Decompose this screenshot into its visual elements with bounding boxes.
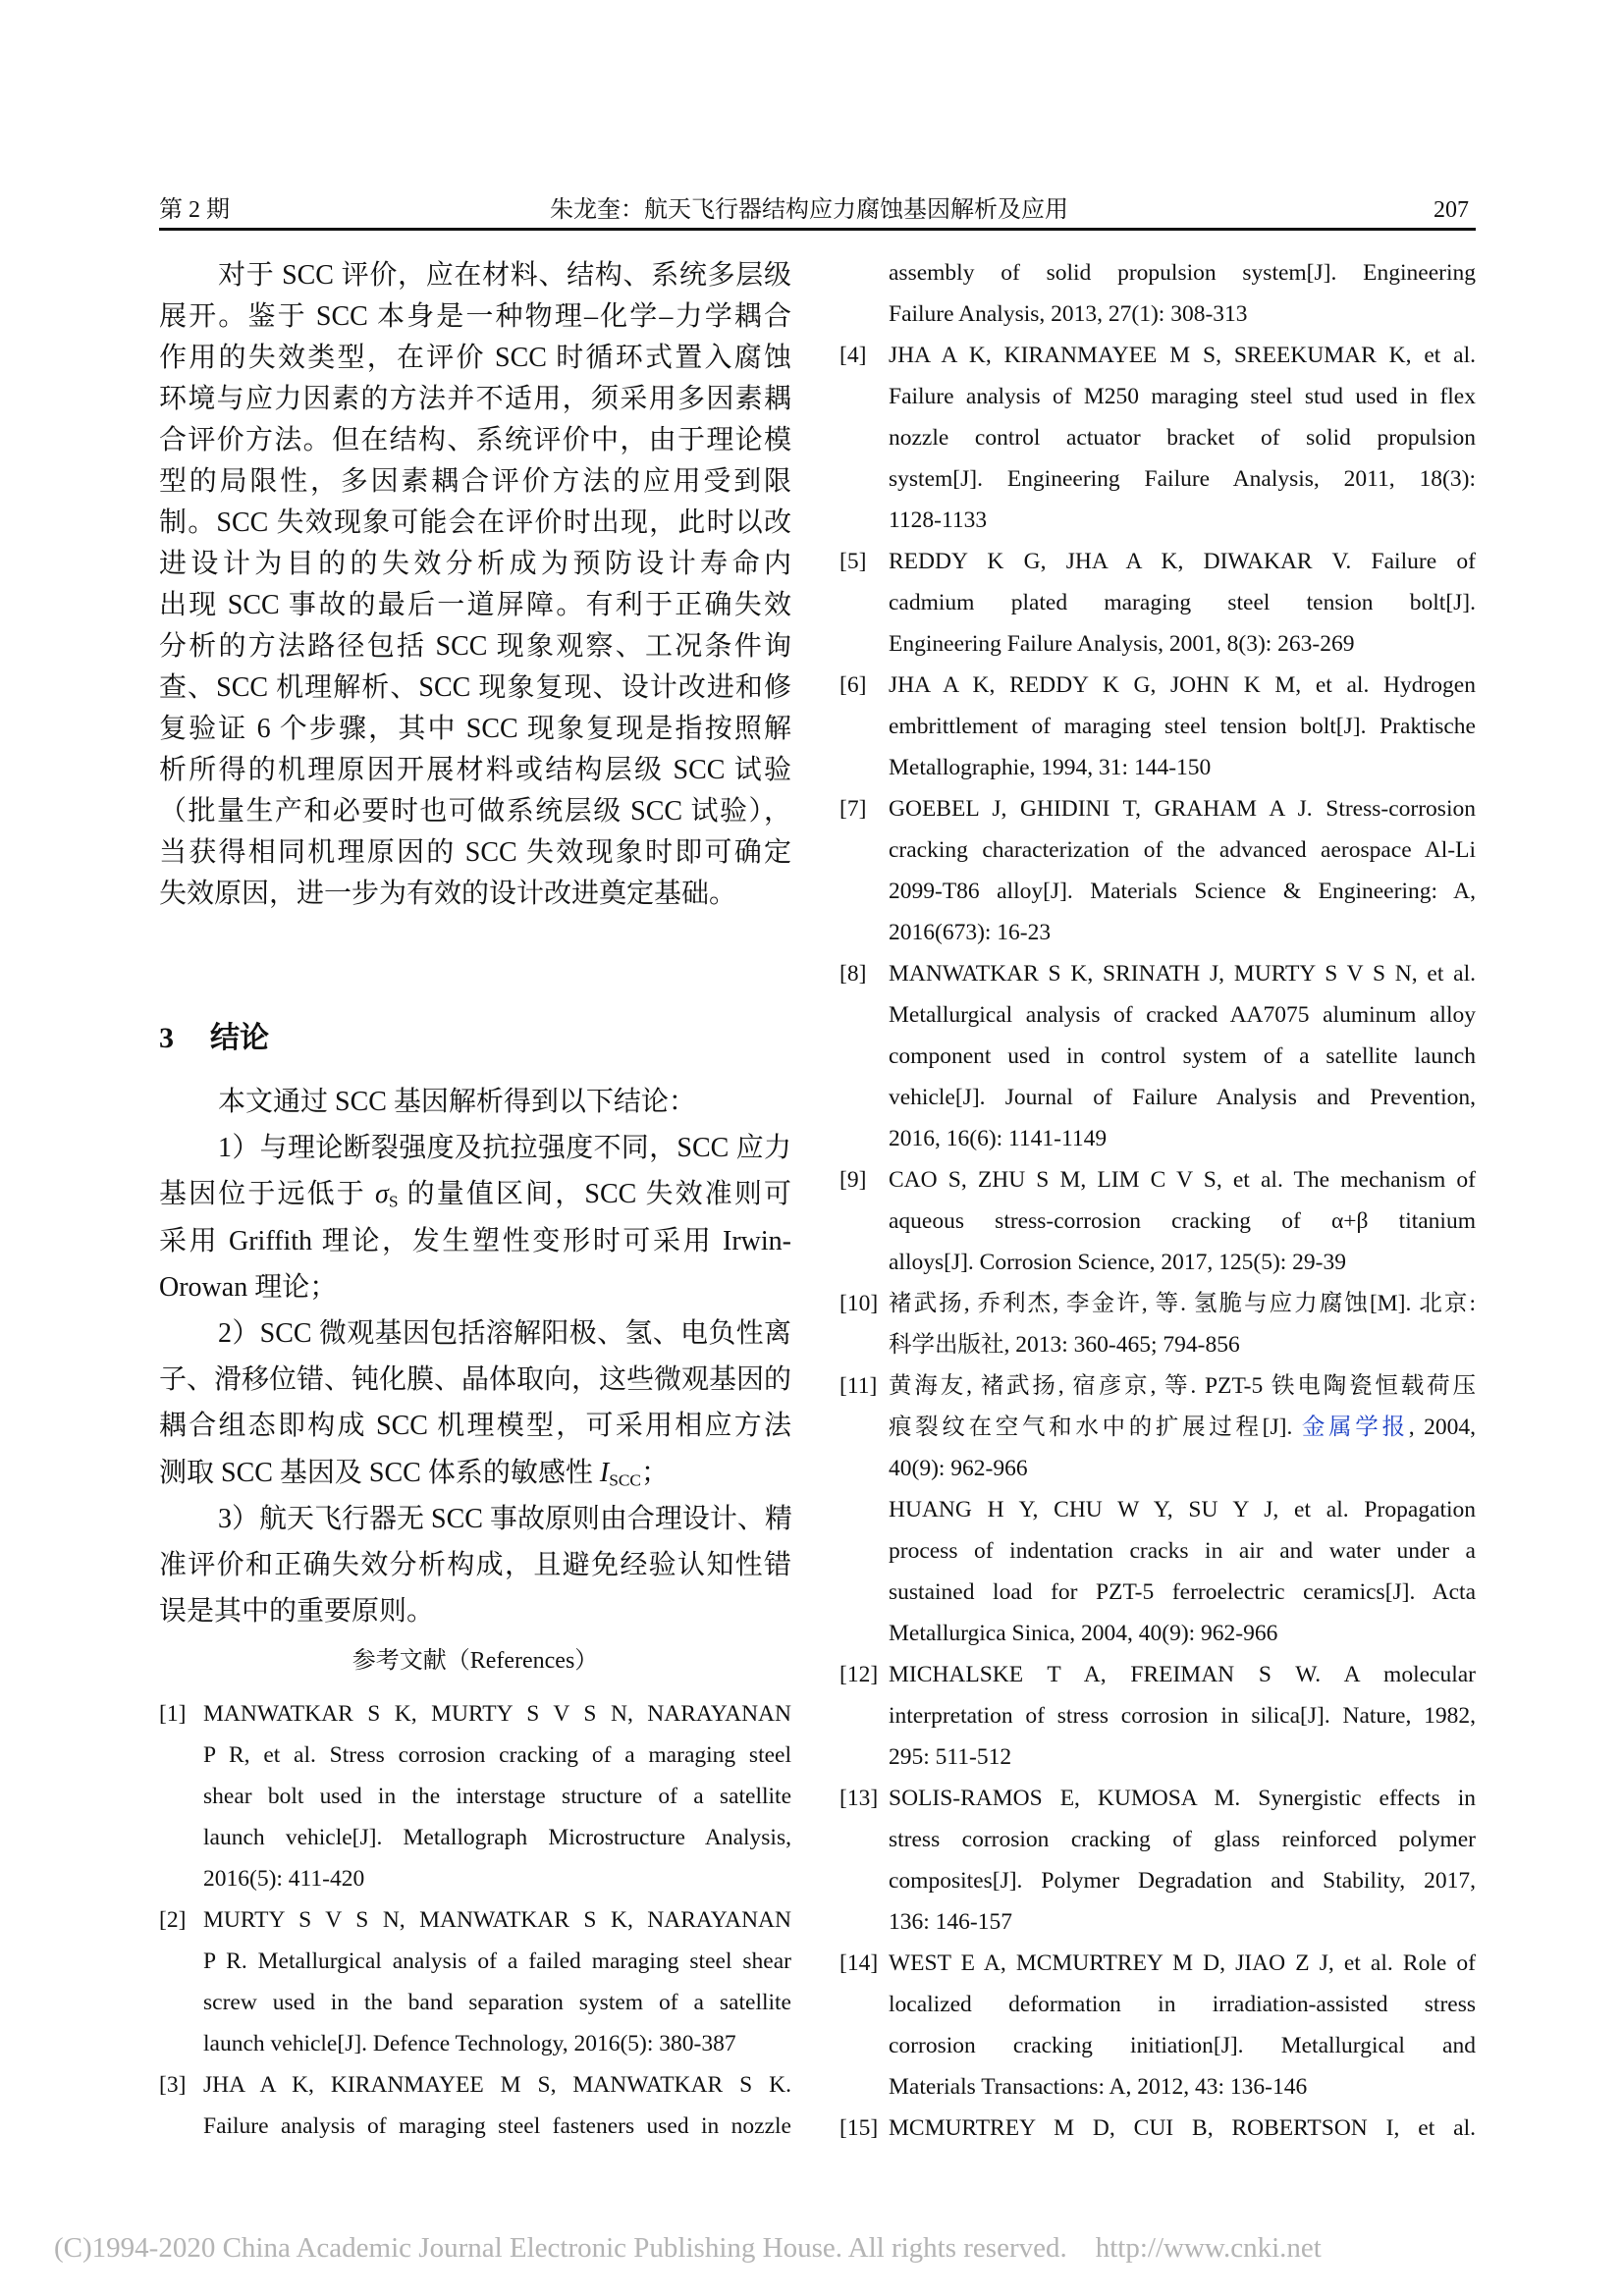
section-title: 结论 [210,1022,269,1054]
subscript: S [388,1192,399,1211]
text-line [839,994,1476,1036]
text-line [159,1542,791,1588]
line-text: 分析的方法路径包括 SCC 现象观察、工况条件询 [159,631,791,662]
line-text: 当获得相同机理原因的 SCC 失效现象时即可确定 [159,837,791,868]
line-text: 1128-1133 [889,507,988,533]
line-text: launch vehicle[J]. Metallograph Microstructure Analysis, [203,1825,791,1850]
line-text: 准评价和正确失效分析构成，且避免经验认知性错 [159,1549,791,1580]
text-line [159,791,791,832]
text-segment: 痕裂纹在空气和水中的扩展过程[J]. [889,1415,1302,1440]
line-text: 环境与应力因素的方法并不适用，须采用多因素耦 [159,384,791,414]
reference-number: [7] [839,796,867,822]
line-text: HUANG H Y, CHU W Y, SU Y J, et al. Propagation [889,1497,1476,1522]
text-line [159,1496,791,1542]
text-line [839,1819,1476,1860]
line-text: 本文通过 SCC 基因解析得到以下结论： [218,1087,696,1117]
text-line [159,1125,791,1171]
text-line [839,706,1476,747]
line-text: cadmium plated maraging steel tension bolt[J]. [889,590,1476,615]
reference-number: [15] [839,2115,879,2141]
text-line [839,1077,1476,1118]
line-text: 3）航天飞行器无 SCC 事故原则由合理设计、精 [218,1503,792,1534]
line-text: launch vehicle[J]. Defence Technology, 2016(5): 380-387 [203,2031,736,2056]
text-line [159,461,791,503]
line-text: 失效原因，进一步为有效的设计改进奠定基础。 [159,879,737,909]
text-segment: 基因位于远低于 [159,1179,376,1210]
reference-number: [3] [159,2072,187,2098]
section-number: 3 [159,1022,174,1054]
reference-entry-start [839,1943,1476,1984]
text-line [159,626,791,667]
text-line [159,1079,791,1125]
reference-number: [8] [839,961,867,987]
reference-number: [4] [839,343,867,368]
reference-number: [6] [839,672,867,698]
text-line [839,1118,1476,1159]
reference-entry-start [839,1159,1476,1201]
reference-number: [1] [159,1701,187,1727]
line-text: composites[J]. Polymer Degradation and Stability, 2017, [889,1868,1476,1894]
reference-entry-start [839,541,1476,582]
text-line [159,874,791,915]
text-line [159,2023,791,2064]
text-line [159,1264,791,1310]
line-text: localized deformation in irradiation-assisted stress [889,1992,1476,2017]
line-text: GOEBEL J, GHIDINI T, GRAHAM A J. Stress-corrosion [889,796,1476,822]
line-text: JHA A K, REDDY K G, JOHN K M, et al. Hydrogen [889,672,1476,698]
line-text: 40(9): 962-966 [889,1456,1028,1481]
line-text: 复验证 6 个步骤，其中 SCC 现象复现是指按照解 [159,714,791,744]
line-text: 黄海友, 褚武扬, 宿彦京, 等. PZT-5 铁电陶瓷恒载荷压 [889,1373,1476,1399]
reference-entry-start [839,2108,1476,2149]
text-line [159,750,791,791]
text-line [159,1817,791,1858]
text-line [839,294,1476,335]
line-text: corrosion cracking initiation[J]. Metallurgical and [889,2033,1476,2058]
reference-entry-start [839,788,1476,829]
math-symbol: I [599,1457,610,1488]
text-line [159,338,791,379]
reference-entry-start [159,1899,791,1941]
line-text: shear bolt used in the interstage structure of a satellite [203,1784,791,1809]
line-text: vehicle[J]. Journal of Failure Analysis and Prevention, [889,1085,1476,1110]
header-rule [159,228,1476,231]
text-segment: 的量值区间，SCC 失效准则可 [398,1179,791,1210]
text-line [839,1901,1476,1943]
text-line [159,2106,791,2147]
reference-entry-start [839,1283,1476,1324]
line-text: 2016(5): 411-420 [203,1866,365,1892]
line-text: embrittlement of maraging steel tension bolt[J]. Praktische [889,714,1476,739]
text-line [839,417,1476,458]
text-line [159,503,791,544]
text-line [839,1695,1476,1736]
text-line [159,1735,791,1776]
text-line [839,1530,1476,1572]
text-line [839,2066,1476,2108]
line-text: system[J]. Engineering Failure Analysis, 2011, 18(3): [889,466,1476,492]
line-text: 制。SCC 失效现象可能会在评价时出现，此时以改 [159,507,791,538]
line-text: 型的局限性，多因素耦合评价方法的应用受到限 [159,466,791,497]
text-line [159,544,791,585]
line-text: （批量生产和必要时也可做系统层级 SCC 试验）， [159,796,791,827]
line-text: interpretation of stress corrosion in silica[J]. Nature, 1982, [889,1703,1476,1729]
text-line [839,458,1476,500]
reference-number: [11] [839,1373,878,1399]
line-text: Failure analysis of maraging steel fasteners used in nozzle [203,2113,791,2139]
text-line [839,623,1476,665]
text-line [159,1403,791,1449]
text-line [159,255,791,296]
text-segment: ； [641,1457,670,1488]
line-text: 136: 146-157 [889,1909,1012,1935]
line-text: MANWATKAR S K, MURTY S V S N, NARAYANAN [203,1701,791,1727]
line-text: Metallurgical analysis of cracked AA7075 aluminum alloy [889,1002,1476,1028]
line-text: 误是其中的重要原则。 [159,1596,435,1628]
line-text: MICHALSKE T A, FREIMAN S W. A molecular [889,1662,1476,1687]
text-line [839,1984,1476,2025]
line-text: Engineering Failure Analysis, 2001, 8(3): 263-269 [889,631,1355,657]
line-text: 科学出版社, 2013: 360-465; 794-856 [889,1332,1240,1358]
text-line [159,1776,791,1817]
reference-entry-start [839,953,1476,994]
reference-entry-start [839,665,1476,706]
line-text: Metallurgica Sinica, 2004, 40(9): 962-966 [889,1621,1278,1646]
text-line [839,1036,1476,1077]
reference-entry-start [839,1778,1476,1819]
reference-entry-start [839,335,1476,376]
text-line [159,296,791,338]
text-line [159,1171,791,1217]
line-text: 作用的失效类型，在评价 SCC 时循环式置入腐蚀 [159,343,791,373]
text-line [839,376,1476,417]
text-line [159,1310,791,1357]
line-text: 褚武扬, 乔利杰, 李金许, 等. 氢脆与应力腐蚀[M]. 北京: [889,1291,1476,1316]
line-text: WEST E A, MCMURTREY M D, JIAO Z J, et al. Role of [889,1950,1476,1976]
text-line [159,1941,791,1982]
text-line [839,747,1476,788]
text-line [159,420,791,461]
section-heading [159,1018,269,1059]
text-line [839,2025,1476,2066]
line-text: 2016, 16(6): 1141-1149 [889,1126,1108,1151]
text-line [159,585,791,626]
line-text: 2099-T86 alloy[J]. Materials Science & Engineering: A, [889,879,1476,904]
references-left [159,1693,791,2147]
text-line [159,832,791,874]
running-title: 朱龙奎：航天飞行器结构应力腐蚀基因解析及应用 [550,197,1068,223]
text-segment: 测取 SCC 基因及 SCC 体系的敏感性 [159,1457,600,1488]
text-line [159,379,791,420]
reference-entry-start [159,2064,791,2106]
text-line [839,871,1476,912]
line-text: P R. Metallurgical analysis of a failed maraging steel shear [203,1949,791,1974]
line-text: MURTY S V S N, MANWATKAR S K, NARAYANAN [203,1907,791,1933]
text-segment: , 2004, [1408,1415,1477,1440]
line-text: MCMURTREY M D, CUI B, ROBERTSON I, et al. [889,2115,1476,2141]
line-text: Orowan 理论； [159,1271,338,1303]
reference-number: [13] [839,1786,879,1811]
text-line [839,1324,1476,1365]
line-text: P R, et al. Stress corrosion cracking of a maraging steel [203,1742,791,1768]
line-text: process of indentation cracks in air and water under a [889,1538,1476,1564]
text-line [839,1201,1476,1242]
text-line [839,829,1476,871]
line-text: cracking characterization of the advanced aerospace Al-Li [889,837,1476,863]
reference-number: [10] [839,1291,879,1316]
line-text: sustained load for PZT-5 ferroelectric ceramics[J]. Acta [889,1579,1476,1605]
line-text: Failure Analysis, 2013, 27(1): 308-313 [889,301,1248,327]
text-line [839,1613,1476,1654]
reference-number: [5] [839,549,867,574]
text-line [159,1450,791,1496]
text-line [159,1588,791,1634]
line-text: component used in control system of a satellite launch [889,1043,1476,1069]
page-number: 207 [1434,197,1469,223]
line-text: Metallographie, 1994, 31: 144-150 [889,755,1212,780]
line-text: Failure analysis of M250 maraging steel stud used in flex [889,384,1476,409]
references-right [839,252,1476,2149]
text-line [839,1572,1476,1613]
subscript: SCC [609,1469,641,1489]
text-line [839,1242,1476,1283]
line-text: REDDY K G, JHA A K, DIWAKAR V. Failure of [889,549,1476,574]
line-text: 查、SCC 机理解析、SCC 现象复现、设计改进和修 [159,672,791,703]
text-line [159,1982,791,2023]
reference-entry-start [839,1654,1476,1695]
text-line [839,582,1476,623]
reference-number: [9] [839,1167,867,1193]
reference-number: [14] [839,1950,879,1976]
line-text: JHA A K, KIRANMAYEE M S, SREEKUMAR K, et al. [889,343,1476,368]
line-text: 子、滑移位错、钝化膜、晶体取向，这些微观基因的 [159,1364,792,1396]
line-text: nozzle control actuator bracket of solid propulsion [889,425,1476,451]
line-text: 2016(673): 16-23 [889,920,1052,945]
line-text: 采用 Griffith 理论，发生塑性变形时可采用 Irwin- [159,1225,791,1256]
line-text: 对于 SCC 评价，应在材料、结构、系统多层级 [218,260,791,291]
text-line [839,1448,1476,1489]
reference-number: [2] [159,1907,187,1933]
text-line [159,1858,791,1899]
text-line [839,1489,1476,1530]
text-line [839,1407,1476,1448]
text-line [839,1860,1476,1901]
line-text: Materials Transactions: A, 2012, 43: 136-146 [889,2074,1308,2100]
reference-entry-start [839,1365,1476,1407]
journal-link[interactable]: 金属学报 [1301,1415,1409,1440]
line-text: 1）与理论断裂强度及抗拉强度不同，SCC 应力 [218,1133,791,1164]
line-text: aqueous stress-corrosion cracking of α+β titanium [889,1208,1476,1234]
discussion-paragraph [159,255,791,915]
text-line [839,1736,1476,1778]
line-text: 合评价方法。但在结构、系统评价中，由于理论模 [159,425,791,455]
reference-entry-start [159,1693,791,1735]
line-text: 耦合组态即构成 SCC 机理模型，可采用相应方法 [159,1411,791,1442]
line-text: 2）SCC 微观基因包括溶解阳极、氢、电负性离 [218,1317,791,1349]
line-text: 进设计为目的的失效分析成为预防设计寿命内 [159,549,791,579]
reference-number: [12] [839,1662,879,1687]
conclusions [159,1079,791,1634]
line-text: SOLIS-RAMOS E, KUMOSA M. Synergistic effects in [889,1786,1476,1811]
text-line [159,667,791,709]
line-text: alloys[J]. Corrosion Science, 2017, 125(5): 29-39 [889,1250,1347,1275]
line-text: assembly of solid propulsion system[J]. Engineering [889,260,1476,286]
text-line [839,912,1476,953]
text-line [839,252,1476,294]
line-text: 展开。鉴于 SCC 本身是一种物理–化学–力学耦合 [159,301,791,332]
line-text: 出现 SCC 事故的最后一道屏障。有利于正确失效 [159,590,791,620]
text-line [159,1218,791,1264]
line-text: 295: 511-512 [889,1744,1012,1770]
text-line [159,1357,791,1403]
text-line [839,500,1476,541]
issue-number: 第 2 期 [159,197,230,223]
math-symbol: σ [375,1179,389,1210]
line-text: stress corrosion cracking of glass reinforced polymer [889,1827,1476,1852]
line-text: CAO S, ZHU S M, LIM C V S, et al. The mechanism of [889,1167,1476,1193]
line-text: 析所得的机理原因开展材料或结构层级 SCC 试验 [159,755,791,785]
text-line [159,709,791,750]
references-title: 参考文献（References） [352,1648,599,1674]
line-text: screw used in the band separation system of a satellite [203,1990,791,2015]
copyright-footer: (C)1994-2020 China Academic Journal Electronic Publishing House. All rights reserved. http://www.cnki.net [54,2232,1322,2264]
line-text: JHA A K, KIRANMAYEE M S, MANWATKAR S K. [203,2072,791,2098]
line-text: MANWATKAR S K, SRINATH J, MURTY S V S N, et al. [889,961,1476,987]
